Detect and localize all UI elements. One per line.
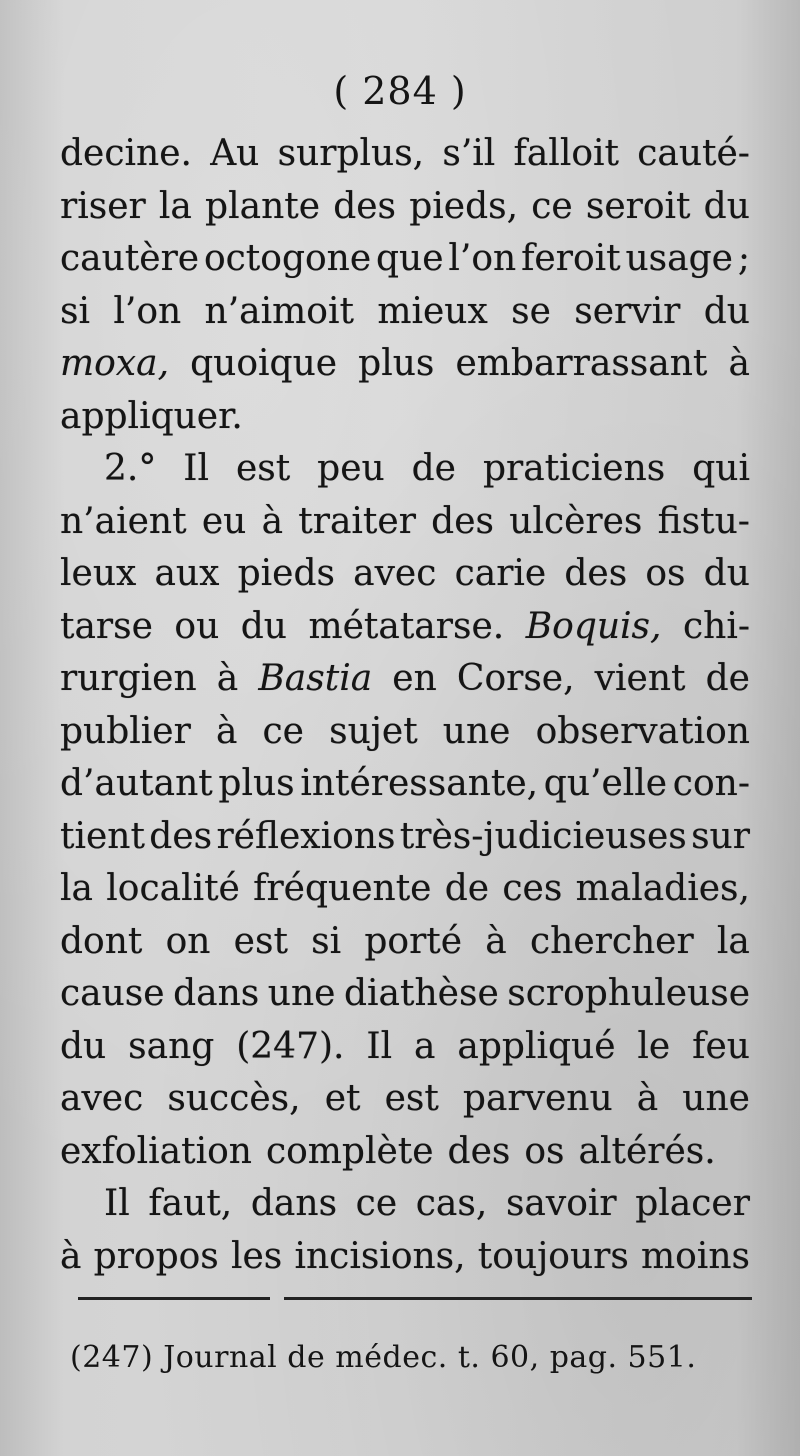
word: observation (535, 710, 750, 752)
word: localité (106, 868, 240, 909)
word: plante (205, 185, 321, 227)
word: cause (60, 973, 165, 1014)
word: appliquer. (60, 395, 243, 437)
word: sujet (329, 710, 418, 752)
word: octogone (203, 238, 372, 279)
text-line (60, 1178, 750, 1231)
text-line (60, 706, 750, 759)
text-line (60, 653, 750, 706)
word: à (216, 658, 239, 699)
word: seroit (585, 185, 691, 227)
text-line (60, 128, 750, 181)
word: sang (128, 1025, 215, 1067)
word: toujours (477, 1235, 629, 1277)
word: tient (60, 815, 145, 857)
word: dans (173, 973, 260, 1014)
word: chercher (529, 920, 694, 962)
word: placer (635, 1183, 750, 1224)
word: de (444, 868, 490, 909)
word: très-judicieuses (399, 815, 687, 857)
word: ce (355, 1183, 398, 1224)
footnote: (247) Journal de médec. t. 60, pag. 551. (70, 1340, 697, 1375)
text-line (60, 496, 750, 549)
word: a (414, 1025, 436, 1067)
word: ou (174, 605, 220, 647)
word: à (728, 343, 750, 384)
word: et (324, 1078, 361, 1119)
word: porté (364, 920, 463, 962)
word: des (149, 815, 213, 857)
word: diathèse (344, 973, 499, 1014)
word: à (485, 920, 507, 962)
word: on (165, 920, 211, 962)
word: si (60, 290, 90, 332)
word: qu’elle (543, 763, 668, 804)
word: s’il (442, 133, 496, 174)
word: complète (265, 1130, 434, 1172)
word-italic: Boquis, (525, 605, 662, 647)
word: les (230, 1235, 283, 1277)
word: traiter (298, 500, 416, 542)
word: d’autant (60, 763, 213, 804)
word: rurgien (60, 658, 197, 699)
word: maladies, (575, 868, 750, 909)
text-line (60, 916, 750, 969)
word: réflexions (216, 815, 396, 857)
word: Corse, (456, 658, 575, 699)
word: publier (60, 710, 191, 752)
word: la (158, 185, 192, 227)
word: une (682, 1078, 750, 1119)
word: à (60, 1235, 82, 1277)
word: cautère (60, 238, 200, 279)
word: ces (502, 868, 563, 909)
word: mieux (377, 290, 488, 332)
word: Il (366, 1025, 393, 1067)
word: de (411, 448, 456, 489)
word: aux (154, 553, 220, 594)
word: la (716, 920, 750, 962)
word: du (60, 1025, 107, 1067)
word: intéressante, (300, 763, 539, 804)
word: l’on (448, 238, 517, 279)
word: du (240, 605, 287, 647)
word: dont (60, 920, 143, 962)
word: appliqué (457, 1025, 616, 1067)
text-line (60, 181, 750, 234)
word: pieds, (409, 185, 519, 227)
text-line (60, 548, 750, 601)
word: Au (210, 133, 260, 174)
word-italic: Bastia (258, 658, 373, 699)
text-line (60, 968, 750, 1021)
word: eu (201, 500, 247, 542)
word: scrophuleuse (507, 973, 750, 1014)
word: cauté- (637, 133, 750, 174)
text-line (60, 1021, 750, 1074)
word: propos (93, 1235, 219, 1277)
word: métatarse. (308, 605, 505, 647)
word: riser (60, 185, 146, 227)
text-line (60, 443, 750, 496)
text-line (60, 338, 750, 391)
word: chi- (682, 605, 750, 647)
word: une (267, 973, 336, 1014)
word: sur (691, 815, 750, 857)
word: moins (641, 1235, 750, 1277)
word: n’aient (60, 500, 187, 542)
word: une (442, 710, 511, 752)
word-italic: moxa, (60, 343, 170, 384)
word: se (511, 290, 551, 332)
word: ulcères (509, 500, 643, 542)
word: la (60, 868, 93, 909)
word: des (333, 185, 397, 227)
word: à (261, 500, 284, 542)
word: surplus, (277, 133, 425, 174)
word: fréquente (253, 868, 432, 909)
word: Il (183, 448, 210, 489)
word: si (311, 920, 342, 962)
word: plus (358, 343, 435, 384)
word: que (376, 238, 444, 279)
word: fistu- (657, 500, 750, 542)
word: est (384, 1078, 439, 1119)
word: le (637, 1025, 671, 1067)
text-line (60, 601, 750, 654)
word: du (703, 553, 750, 594)
word: succès, (167, 1078, 301, 1119)
word: feu (692, 1025, 750, 1067)
word: avec (60, 1078, 144, 1119)
word: embarrassant (455, 343, 708, 384)
word: Il (104, 1183, 130, 1224)
word: des (447, 1130, 511, 1172)
word: avec (353, 553, 437, 594)
word: servir (574, 290, 681, 332)
word: ; (737, 238, 750, 279)
page-number: ( 284 ) (333, 69, 467, 113)
word: cas, (415, 1183, 488, 1224)
word: os (645, 553, 686, 594)
word: os (524, 1130, 565, 1172)
word: pieds (237, 553, 335, 594)
word: ce (262, 710, 304, 752)
word: decine. (60, 133, 192, 174)
word: en (392, 658, 437, 699)
footnote-reference: (247). (236, 1025, 345, 1067)
word: n’aimoit (204, 290, 354, 332)
text-line (60, 758, 750, 811)
word: est (235, 448, 291, 489)
word: est (233, 920, 288, 962)
word: feroit (521, 238, 621, 279)
word: faut, (148, 1183, 233, 1224)
body-text (60, 128, 750, 1283)
footnote-rule (284, 1297, 752, 1300)
word: leux (60, 553, 137, 594)
word: du (703, 185, 750, 227)
word: usage (625, 238, 733, 279)
word: des (564, 553, 628, 594)
word: à (215, 710, 238, 752)
text-line (60, 811, 750, 864)
word: parvenu (462, 1078, 613, 1119)
word: falloit (513, 133, 619, 174)
word: peu (317, 448, 385, 489)
word: qui (692, 448, 750, 489)
word: à (636, 1078, 659, 1119)
word: altérés. (578, 1130, 716, 1172)
word: quoique (190, 343, 338, 384)
text-line (60, 233, 750, 286)
word: du (703, 290, 750, 332)
footnote-rule (78, 1297, 270, 1300)
word: praticiens (482, 448, 666, 489)
word: con- (672, 763, 750, 804)
text-line (60, 863, 750, 916)
word: plus (218, 763, 295, 804)
text-line (60, 286, 750, 339)
word: exfoliation (60, 1130, 252, 1172)
word: tarse (60, 605, 153, 647)
word: savoir (505, 1183, 617, 1224)
word: dans (250, 1183, 338, 1224)
word: 2.° (104, 448, 157, 489)
word: carie (454, 553, 547, 594)
word: incisions, (294, 1235, 466, 1277)
text-line (60, 1126, 750, 1179)
word: ce (531, 185, 573, 227)
text-line (60, 391, 750, 444)
word: vient (594, 658, 686, 699)
word: des (431, 500, 494, 542)
text-line (60, 1231, 750, 1284)
word: l’on (113, 290, 182, 332)
word: de (705, 658, 750, 699)
text-line (60, 1073, 750, 1126)
